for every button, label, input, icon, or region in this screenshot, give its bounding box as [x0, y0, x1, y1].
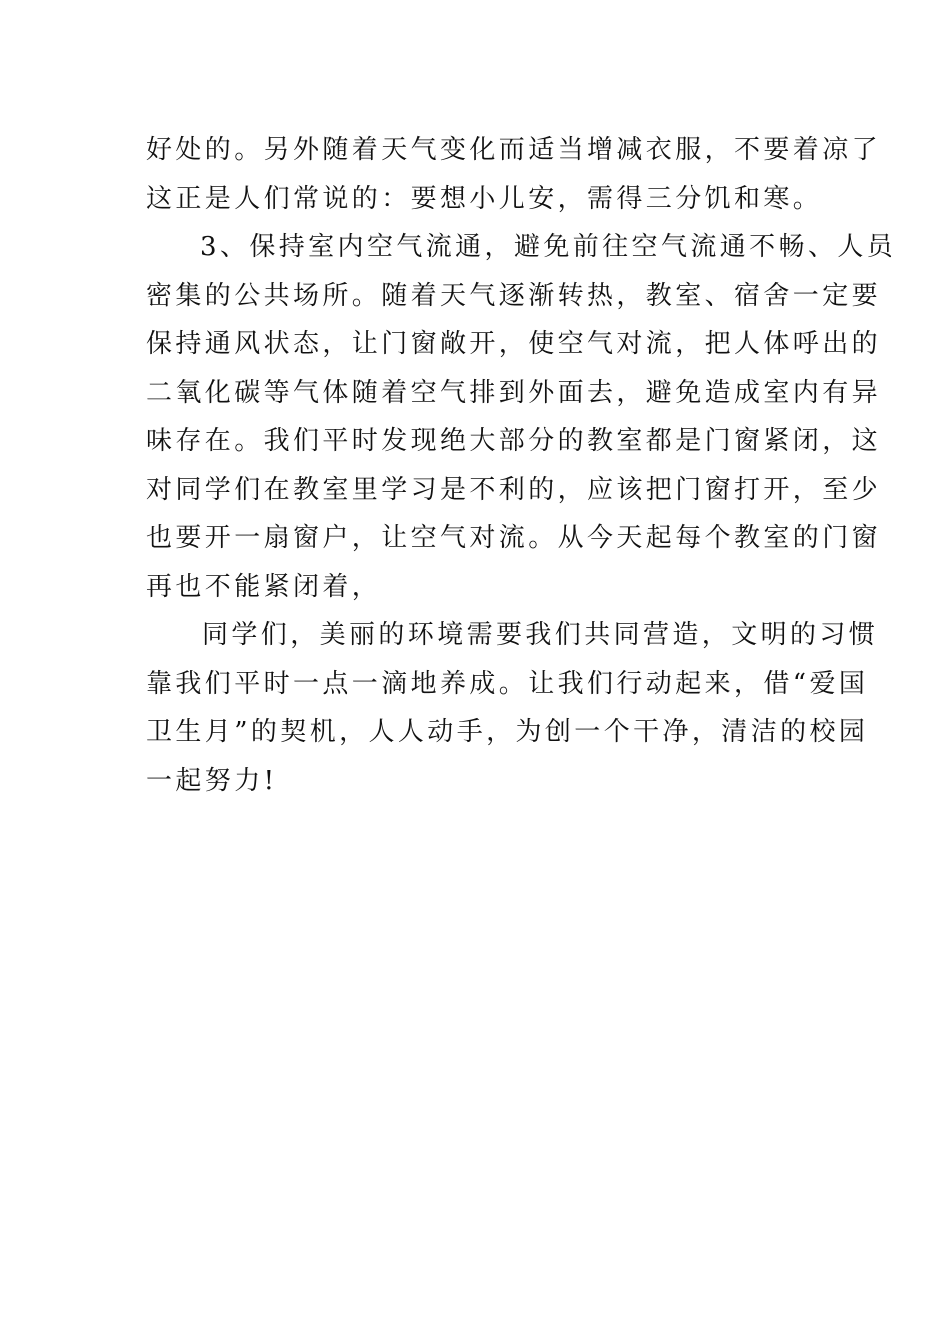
paragraph-3: [146, 611, 879, 805]
text-line: 再也不能紧闭着，: [146, 571, 382, 602]
text-line: 密集的公共场所。随着天气逐渐转热，教室、宿舍一定要: [146, 280, 882, 311]
paragraph-1: [146, 126, 882, 223]
text-line: 二氧化碳等气体随着空气排到外面去，避免造成室内有异: [146, 377, 882, 408]
document-body: [146, 126, 897, 805]
text-line: 一起努力!: [146, 765, 278, 796]
text-line: 靠我们平时一点一滴地养成。让我们行动起来，借“爱国: [146, 668, 869, 699]
text-line: 也要开一扇窗户，让空气对流。从今天起每个教室的门窗: [146, 523, 882, 553]
text-line: 卫生月”的契机，人人动手，为创一个干净，清洁的校园: [146, 717, 869, 747]
text-line: 3、保持室内空气流通，避免前往空气流通不畅、人员: [200, 232, 897, 262]
text-line: 对同学们在教室里学习是不利的，应该把门窗打开，至少: [146, 474, 882, 505]
paragraph-2: [146, 223, 897, 611]
text-line: 保持通风状态，让门窗敞开，使空气对流，把人体呼出的: [146, 329, 882, 359]
text-line: 同学们，美丽的环境需要我们共同营造，文明的习惯: [202, 620, 879, 650]
text-line: 味存在。我们平时发现绝大部分的教室都是门窗紧闭，这: [146, 426, 882, 456]
text-line: 好处的。另外随着天气变化而适当增减衣服，不要着凉了: [146, 135, 882, 165]
text-line: 这正是人们常说的：要想小儿安，需得三分饥和寒。: [146, 183, 823, 214]
